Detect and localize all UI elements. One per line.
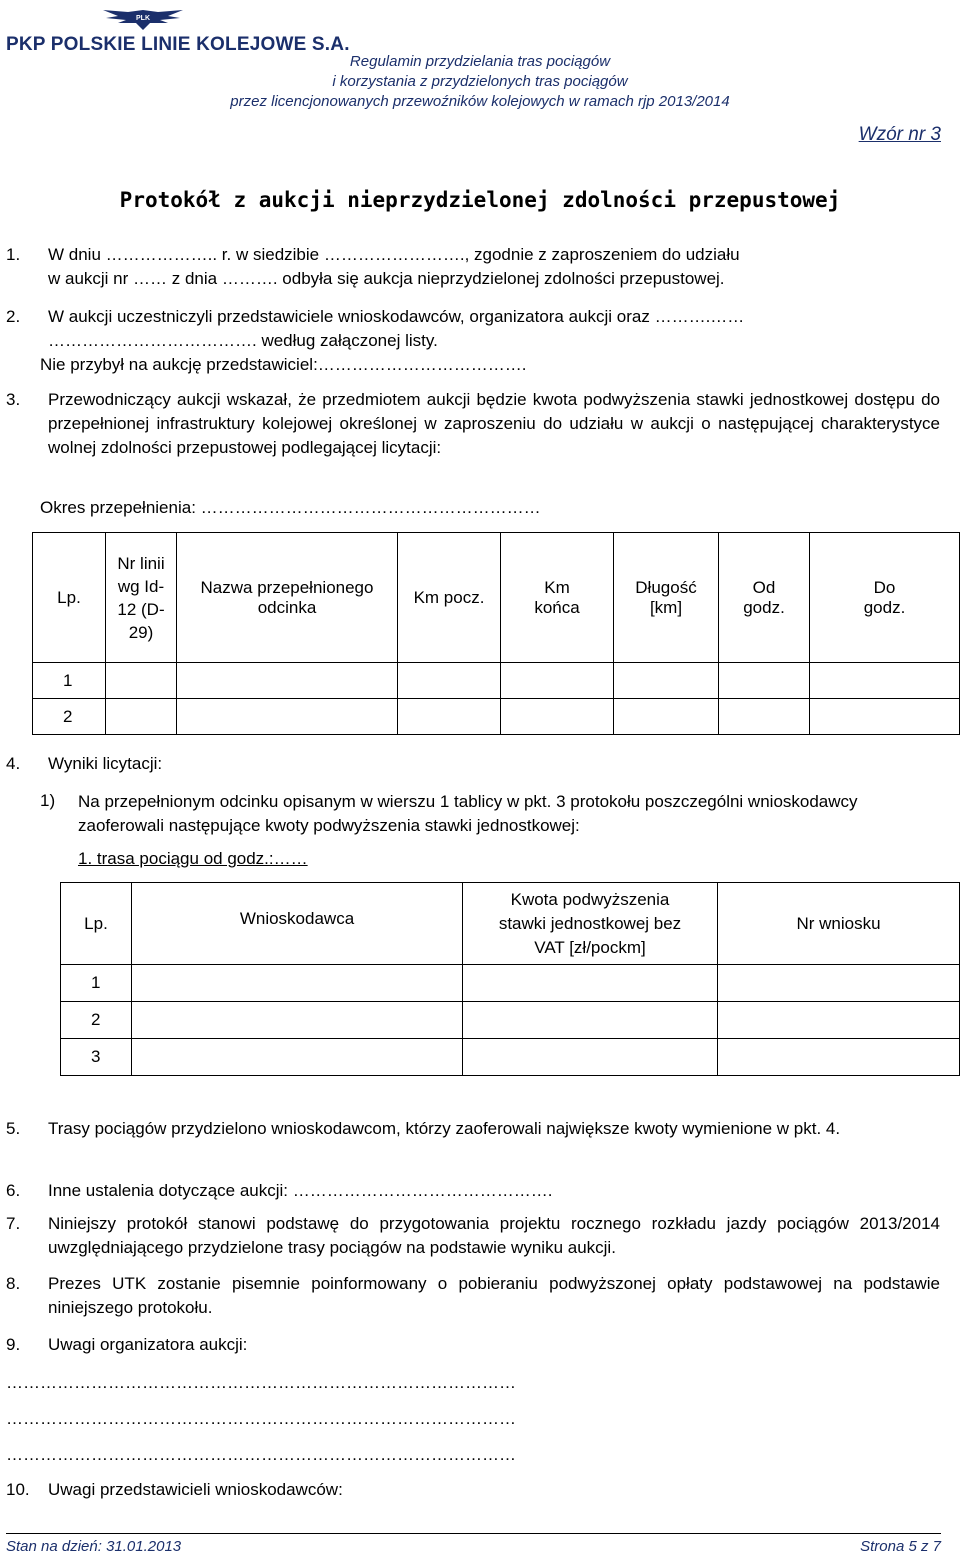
col-to-hour [810, 533, 960, 663]
winged-emblem-icon [98, 6, 188, 34]
item-6-text: Inne ustalenia dotyczące aukcji: ………………………………………. [48, 1181, 553, 1200]
item-6-number: 6. [6, 1181, 21, 1200]
col-bid-amount-label: Kwota podwyższenia stawki jednostkowej bez VAT [zł/pockm] [498, 889, 682, 957]
item-9-label: Uwagi organizatora aukcji: [48, 1335, 248, 1354]
col-applicant: Wnioskodawca [132, 883, 463, 965]
item-4-sub-text: Na przepełnionym odcinku opisanym w wierszu 1 tablicy w pkt. 3 protokołu poszczególni wnioskodawcy zaoferowali następujące kwoty podwyższenia stawki jednostkowej: [78, 792, 858, 835]
item-2-line-1: W aukcji uczestniczyli przedstawiciele wnioskodawców, organizatora aukcji oraz ……….…… [48, 307, 745, 326]
item-8-text: Prezes UTK zostanie pisemnie poinformowany o pobieraniu podwyższonej opłaty podstawowej na podstawie niniejszego protokołu. [48, 1274, 940, 1317]
table-row [33, 663, 960, 699]
org-name: PKP POLSKIE LINIE KOLEJOWE S.A. [6, 34, 350, 55]
item-10-label: Uwagi przedstawicieli wnioskodawców: [48, 1480, 343, 1499]
capacity-table-header [33, 533, 960, 663]
item-4-number: 4. [6, 754, 21, 773]
item-9-number: 9. [6, 1335, 21, 1354]
table-row [61, 965, 960, 1002]
row-number: 2 [33, 699, 106, 735]
col-line-number-label: Nr linii wg Id-12 (D-29) [117, 553, 165, 642]
item-5-number: 5. [6, 1119, 21, 1138]
item-7-text: Niniejszy protokół stanowi podstawę do przygotowania projektu rocznego rozkładu jazdy pociągów 2013/2014 uwzględniającego przydzielone trasy pociągów na podstawie wyniku aukcji. [48, 1214, 940, 1257]
item-10-number: 10. [6, 1480, 30, 1499]
col-from-hour-label: Od godz. [743, 577, 785, 617]
col-to-hour-label: Do godz. [863, 577, 906, 617]
col-km-end [501, 533, 614, 663]
col-lp: Lp. [61, 883, 132, 965]
bids-table [60, 882, 960, 1076]
item-3-number: 3. [6, 390, 21, 409]
col-line-number [106, 533, 177, 663]
table-row [33, 699, 960, 735]
document-title: Protokół z aukcji nieprzydzielonej zdolności przepustowej [119, 188, 841, 212]
item-4-sub-number: 1) [40, 791, 56, 810]
col-bid-amount [463, 883, 718, 965]
item-3-period: Okres przepełnienia: …………………………………………………… [40, 498, 541, 517]
regulation-line-3: przez licencjonowanych przewoźników kolejowych w ramach rjp 2013/2014 [230, 93, 730, 110]
dotted-line: ……………………………………………………………………………… [6, 1409, 516, 1428]
item-7-number: 7. [6, 1214, 21, 1233]
logo-text: PLK [136, 15, 150, 22]
item-1-line-2: w aukcji nr …… z dnia ………. odbyła się aukcja nieprzydzielonej zdolności przepustowej. [48, 269, 725, 288]
col-section-name-label: Nazwa przepełnionego odcinka [200, 577, 374, 617]
col-lp: Lp. [33, 533, 106, 663]
regulation-line-2: i korzystania z przydzielonych tras pociągów [332, 73, 628, 90]
table-row [61, 1039, 960, 1076]
item-1-number: 1. [6, 245, 21, 264]
item-2-number: 2. [6, 307, 21, 326]
col-length [614, 533, 719, 663]
row-number: 1 [33, 663, 106, 699]
row-number: 2 [61, 1002, 132, 1039]
footer-page: Strona 5 z 7 [860, 1538, 941, 1555]
template-label: Wzór nr 3 [858, 124, 941, 145]
dotted-line: ……………………………………………………………………………… [6, 1445, 516, 1464]
capacity-table [32, 532, 960, 735]
item-3-text: Przewodniczący aukcji wskazał, że przedmiotem aukcji będzie kwota podwyższenia stawki jednostkowej dostępu do przepełnionej infrastruktury kolejowej określonej w zaproszeniu do udziału w aukcji o następującej charakterystyce wolnej zdolności przepustowej podlegającej licytacji: [48, 390, 940, 457]
col-km-end-label: Km końca [534, 577, 580, 617]
row-number: 1 [61, 965, 132, 1002]
dotted-line: ……………………………………………………………………………… [6, 1373, 516, 1392]
col-length-label: Długość [km] [635, 577, 697, 617]
item-5-text: Trasy pociągów przydzielono wnioskodawcom, którzy zaoferowali największe kwoty wymienione w pkt. 4. [48, 1119, 841, 1138]
col-application-number: Nr wniosku [718, 883, 960, 965]
item-4-label: Wyniki licytacji: [48, 754, 163, 773]
col-km-start: Km pocz. [398, 533, 501, 663]
regulation-line-1: Regulamin przydzielania tras pociągów [349, 53, 611, 70]
table-row [61, 1002, 960, 1039]
item-2-line-3: Nie przybył na aukcję przedstawiciel:………………………………. [40, 355, 527, 374]
footer-rule [6, 1533, 941, 1534]
footer-date: Stan na dzień: 31.01.2013 [6, 1538, 182, 1555]
col-section-name [177, 533, 398, 663]
regulation-header [0, 52, 960, 112]
item-2-line-2: ………………………………. według załączonej listy. [48, 331, 438, 350]
item-1-line-1: W dniu ……………….. r. w siedzibie ……………………., zgodnie z zaproszeniem do udziału [48, 245, 740, 264]
col-from-hour [719, 533, 810, 663]
bids-table-header [61, 883, 960, 965]
row-number: 3 [61, 1039, 132, 1076]
plk-logo [6, 6, 350, 55]
item-8-number: 8. [6, 1274, 21, 1293]
item-4-train: 1. trasa pociągu od godz.:…… [78, 849, 308, 868]
